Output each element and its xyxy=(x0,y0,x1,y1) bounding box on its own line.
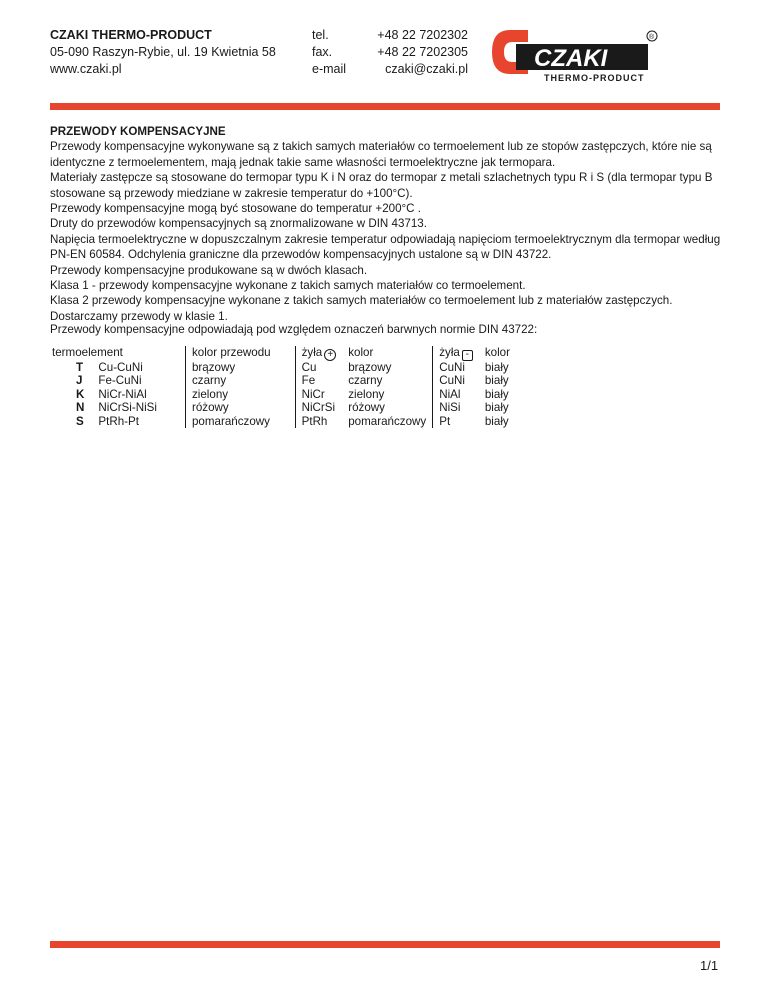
table-row xyxy=(52,374,516,387)
header-plus-color: kolor xyxy=(348,346,374,359)
row-plus: NiCrSi xyxy=(295,401,342,414)
contact-value[interactable]: czaki@czaki.pl xyxy=(385,62,468,76)
row-minus-color: biały xyxy=(484,387,509,401)
section-title: PRZEWODY KOMPENSACYJNE xyxy=(50,125,226,138)
table-row xyxy=(52,415,516,428)
row-pair: NiCrSi-NiSi xyxy=(98,401,157,415)
company-address: 05-090 Raszyn-Rybie, ul. 19 Kwietnia 58 xyxy=(50,45,276,59)
row-plus-color: zielony xyxy=(348,387,385,401)
document-body xyxy=(50,124,722,324)
row-code: T xyxy=(76,361,84,374)
row-minus: Pt xyxy=(433,415,479,428)
table-header-row xyxy=(52,346,516,361)
row-pair: Cu-CuNi xyxy=(98,361,143,374)
row-wire-color: czarny xyxy=(185,374,295,387)
row-code: J xyxy=(76,374,83,388)
row-plus: PtRh xyxy=(295,415,342,428)
paragraph: Klasa 1 - przewody kompensacyjne wykonane z takich samych materiałów co termoelement. xyxy=(50,279,526,293)
row-plus: Fe xyxy=(295,374,342,387)
header-minus-core xyxy=(433,346,479,361)
row-code: K xyxy=(76,387,85,401)
header-divider xyxy=(50,103,720,110)
paragraph: Dostarczamy przewody w klasie 1. xyxy=(50,309,228,323)
company-name: CZAKI THERMO-PRODUCT xyxy=(50,28,212,42)
header-plus-core-label: żyła xyxy=(301,346,323,359)
row-plus-color: pomarańczowy xyxy=(348,414,427,428)
row-wire-color: zielony xyxy=(185,388,295,401)
paragraph: Druty do przewodów kompensacyjnych są znormalizowane w DIN 43713. xyxy=(50,217,427,231)
row-code: N xyxy=(76,401,85,415)
header-thermo: termoelement xyxy=(52,346,123,359)
logo-tagline: THERMO-PRODUCT xyxy=(544,73,645,83)
row-pair: NiCr-NiAl xyxy=(98,387,147,401)
page-number: 1/1 xyxy=(700,958,719,973)
row-minus: NiSi xyxy=(433,401,479,414)
row-wire-color: różowy xyxy=(185,401,295,414)
header-wire-color: kolor przewodu xyxy=(185,346,295,361)
contact-value: +48 22 7202305 xyxy=(377,45,468,59)
row-plus-color: brązowy xyxy=(348,361,392,374)
row-plus: NiCr xyxy=(295,388,342,401)
row-pair: Fe-CuNi xyxy=(98,374,142,388)
contact-block xyxy=(312,27,468,78)
row-plus: Cu xyxy=(295,361,342,374)
row-wire-color: brązowy xyxy=(185,361,295,374)
table-intro: Przewody kompensacyjne odpowiadają pod względem oznaczeń barwnych normie DIN 43722: xyxy=(50,323,538,336)
row-plus-color: różowy xyxy=(348,401,385,415)
row-minus: CuNi xyxy=(433,361,479,374)
contact-label: tel. xyxy=(312,28,329,42)
contact-email xyxy=(312,61,468,78)
contact-label: fax. xyxy=(312,45,333,59)
contact-fax xyxy=(312,44,468,61)
row-minus: CuNi xyxy=(433,374,479,387)
contact-value: +48 22 7202302 xyxy=(377,28,468,42)
minus-icon: - xyxy=(462,350,473,361)
table-row xyxy=(52,361,516,374)
header-minus-core-label: żyła xyxy=(439,346,460,359)
paragraph: Przewody kompensacyjne wykonywane są z takich samych materiałów co termoelement lub ze stopów zastępczych, które nie są identyczne z termoelementem, mają jednak takie same własności termoelektryczne jak termopara. xyxy=(50,140,712,169)
row-pair: PtRh-Pt xyxy=(98,414,139,428)
color-code-table xyxy=(52,346,516,428)
row-minus-color: biały xyxy=(484,374,509,388)
registered-mark-icon: ® xyxy=(649,34,655,41)
paragraph: Klasa 2 przewody kompensacyjne wykonane z takich samych materiałów co termoelement lub z materiałów zastępczych. xyxy=(50,294,673,308)
contact-phone xyxy=(312,27,468,44)
row-wire-color: pomarańczowy xyxy=(185,415,295,428)
row-minus-color: biały xyxy=(484,414,509,428)
company-block xyxy=(50,27,276,78)
paragraph: Materiały zastępcze są stosowane do termopar typu K i N oraz do termopar z metali szlachetnych typu R i S (dla termopar typu B stosowane są przewody miedziane w zakresie temperatur do +100°C). xyxy=(50,171,713,200)
row-code: S xyxy=(76,414,84,428)
footer-divider xyxy=(50,941,720,948)
row-plus-color: czarny xyxy=(348,374,383,388)
paragraph: Przewody kompensacyjne mogą być stosowane do temperatur +200°C . xyxy=(50,202,421,216)
paragraph: Napięcia termoelektryczne w dopuszczalnym zakresie temperatur odpowiadają napięciom termoelektrycznym dla termopar według PN-EN 60584. Odchylenia graniczne dla przewodów kompensacyjnych ustalone są w DIN 43722. xyxy=(50,232,721,262)
company-website[interactable]: www.czaki.pl xyxy=(50,62,122,76)
contact-label: e-mail xyxy=(312,62,347,76)
plus-icon: + xyxy=(324,349,336,361)
header-minus-color: kolor xyxy=(484,346,510,359)
row-minus: NiAl xyxy=(433,388,479,401)
header-plus-core xyxy=(295,346,342,361)
table-row xyxy=(52,388,516,401)
table-row xyxy=(52,401,516,414)
czaki-logo xyxy=(488,22,663,86)
row-minus-color: biały xyxy=(484,361,509,374)
logo-word: CZAKI xyxy=(534,45,608,72)
row-minus-color: biały xyxy=(484,401,509,415)
paragraph: Przewody kompensacyjne produkowane są w dwóch klasach. xyxy=(50,263,368,277)
